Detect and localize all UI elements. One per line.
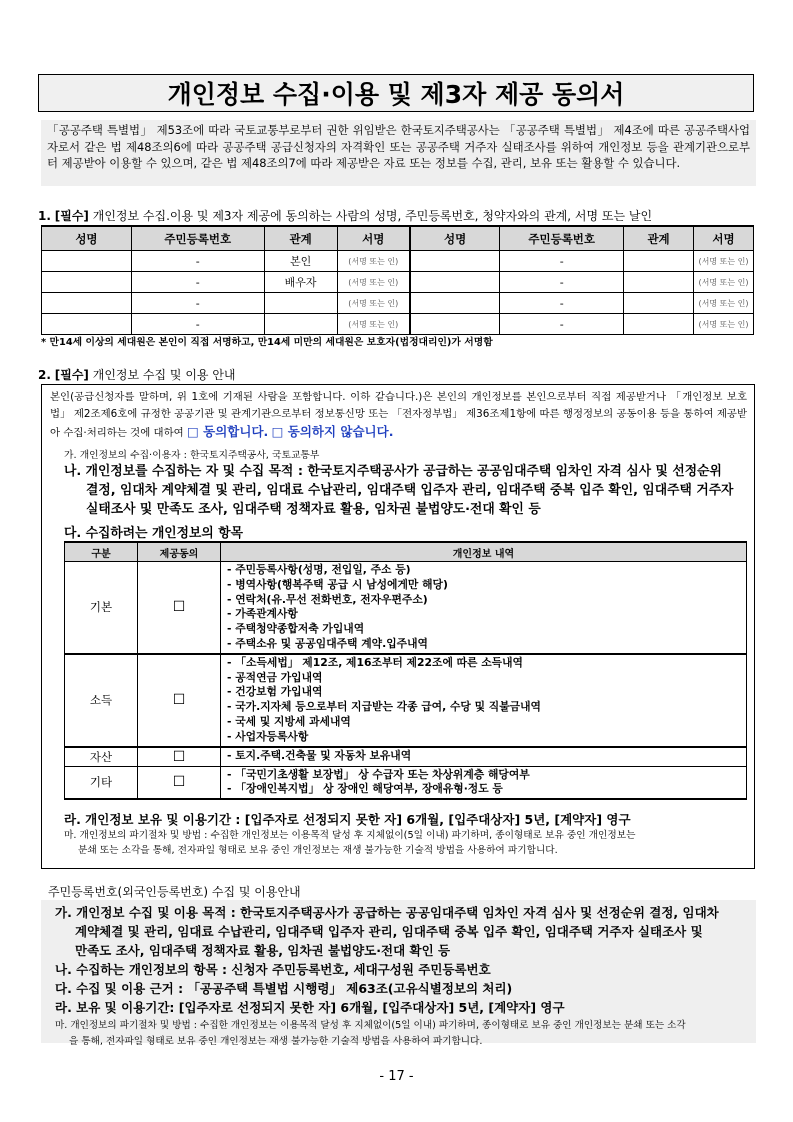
category-label: 자산 (65, 747, 138, 767)
signature-row (42, 272, 754, 293)
consent-checkbox[interactable]: ☐ (138, 562, 221, 654)
section1-title: 개인정보 수집.이용 및 제3자 제공에 동의하는 사람의 성명, 주민등록번호, 청약자와의 관계, 서명 또는 날인 (92, 209, 653, 223)
rrn-field[interactable]: - (131, 251, 264, 272)
name-field[interactable] (42, 251, 132, 272)
header-signature: 서명 (337, 226, 410, 251)
list-item: - 사업자등록사항 (227, 729, 309, 743)
relation-field[interactable] (624, 314, 694, 335)
intro-paragraph: 「공공주택 특별법」 제53조에 따라 국토교통부로부터 권한 위임받은 한국토지주택공사는 「공공주택 특별법」 제4조에 따른 공공주택사업자로서 같은 법 제48조의6에 따라 공공주택 공급신청자의 자격확인 또는 공공주택 거주자 실태조사를 위하여 개인정보 등을 관계기관으로부터 제공받아 이용할 수 있으며, 같은 법 제48조의7에 따라 제공받은 자료 또는 정보를 수집, 관리, 보유 또는 활용할 수 있습니다. (41, 120, 756, 186)
name-field[interactable] (42, 293, 132, 314)
relation-field[interactable] (624, 251, 694, 272)
signature-field[interactable]: (서명 또는 인) (337, 272, 410, 293)
rrn-purpose-block (55, 903, 753, 960)
consent-paragraph (50, 389, 747, 442)
signature-field[interactable]: (서명 또는 인) (337, 293, 410, 314)
purpose-line: 나. 개인정보를 수집하는 자 및 수집 목적 : 한국토지주택공사가 공급하는 공공임대주택 임차인 자격 심사 및 선정순위 (64, 464, 722, 479)
section1-note: * 만14세 이상의 세대원은 본인이 직접 서명하고, 만14세 미만의 세대원은 보호자(법정대리인)가 서명함 (41, 337, 493, 348)
signature-field[interactable]: (서명 또는 인) (694, 272, 754, 293)
rrn-destruction-line: 마. 개인정보의 파기절차 및 방법 : 수집한 개인정보는 이용목적 달성 후 지체없이(5일 이내) 파기하며, 종이형태로 보유 중인 개인정보는 분쇄 또는 소각 (55, 1020, 686, 1031)
rrn-retention-line: 라. 보유 및 이용기간: [입주자로 선정되지 못한 자] 6개월, [입주대상자] 5년, [계약자] 영구 (55, 1000, 565, 1015)
relation-field[interactable]: 본인 (264, 251, 337, 272)
personal-info-items-table (64, 541, 747, 800)
name-field[interactable] (42, 272, 132, 293)
header-consent: 제공동의 (138, 542, 221, 562)
list-item: - 「국민기초생활 보장법」 상 수급자 또는 차상위계층 해당여부 (227, 767, 530, 781)
name-field[interactable] (410, 251, 500, 272)
header-rrn: 주민등록번호 (500, 226, 624, 251)
list-item: - 「소득세법」 제12조, 제16조부터 제22조에 따른 소득내역 (227, 655, 523, 669)
rrn-field[interactable]: - (131, 293, 264, 314)
rrn-purpose-line: 계약체결 및 관리, 임대료 수납관리, 임대주택 입주자 관리, 임대주택 중복 입주 확인, 임대주택 거주자 실태조사 및 (75, 924, 703, 939)
items-heading: 다. 수집하려는 개인정보의 항목 (64, 526, 243, 541)
section2-heading (38, 366, 236, 383)
signature-row (42, 251, 754, 272)
rrn-purpose-line: 만족도 조사, 임대주택 정책자료 활용, 임차권 불법양도·전대 확인 등 (75, 943, 451, 958)
collector-line: 가. 개인정보의 수집·이용자 : 한국토지주택공사, 국토교통부 (64, 450, 320, 461)
title-box (38, 74, 754, 112)
purpose-block (64, 462, 754, 519)
retention-period: 라. 개인정보 보유 및 이용기간 : [입주자로 선정되지 못한 자] 6개월, [입주대상자] 5년, [계약자] 영구 (64, 812, 631, 827)
rrn-basis-line: 다. 수집 및 이용 근거 : 「공공주택 특별법 시행령」 제63조(고유식별정보의 처리) (55, 981, 513, 996)
category-label: 기타 (65, 766, 138, 799)
rrn-items-line: 나. 수집하는 개인정보의 항목 : 신청자 주민등록번호, 세대구성원 주민등록번호 (55, 962, 491, 977)
header-relation: 관계 (264, 226, 337, 251)
rrn-field[interactable]: - (500, 293, 624, 314)
consent-text: 본인(공급신청자를 말하며, 위 1호에 기재된 사람을 포함합니다. 이하 같습니다.)은 본인의 개인정보를 본인으로부터 직접 제공받거나 「개인정보 보호법」 제2조제6호에 규정한 공공기관 및 관계기관으로부터 정보통신망 또는 「전자정부법」 제36조제1항에 따른 행정정보의 공동이용 등을 통하여 제공받아 수집·처리하는 것에 대하여 (50, 391, 747, 439)
name-field[interactable] (42, 314, 132, 335)
header-rrn: 주민등록번호 (131, 226, 264, 251)
consent-checkbox[interactable]: ☐ (138, 766, 221, 799)
list-item: - 토지.주택.건축물 및 자동차 보유내역 (227, 749, 412, 763)
header-details: 개인정보 내역 (221, 542, 747, 562)
signature-field[interactable]: (서명 또는 인) (694, 314, 754, 335)
relation-field[interactable] (264, 293, 337, 314)
signature-field[interactable]: (서명 또는 인) (694, 293, 754, 314)
items-row-basic (65, 562, 747, 654)
section1-number: 1. (38, 209, 51, 223)
section2-required-tag: [필수] (54, 368, 89, 382)
section2-box (41, 384, 755, 869)
signature-table-header (42, 226, 754, 251)
details-list (221, 562, 747, 654)
rrn-field[interactable]: - (500, 251, 624, 272)
details-list (221, 654, 747, 747)
signature-row (42, 314, 754, 335)
category-label: 소득 (65, 654, 138, 747)
header-signature: 서명 (694, 226, 754, 251)
details-list (221, 747, 747, 767)
list-item: - 공적연금 가입내역 (227, 670, 323, 684)
page-number: - 17 - (379, 1069, 414, 1084)
rrn-field[interactable]: - (131, 272, 264, 293)
agree-checkbox[interactable]: □ 동의합니다. (186, 424, 269, 439)
list-item: - 건강보험 가입내역 (227, 685, 323, 699)
list-item: - 가족관계사항 (227, 607, 298, 621)
rrn-destruction-procedure (55, 1018, 753, 1050)
section2-number: 2. (38, 368, 51, 382)
rrn-destruction-line: 을 통해, 전자파일 형태로 보유 중인 개인정보는 재생 불가능한 기술적 방법을 사용하여 파기합니다. (69, 1036, 483, 1047)
rrn-field[interactable]: - (500, 272, 624, 293)
signature-field[interactable]: (서명 또는 인) (337, 314, 410, 335)
items-table-header (65, 542, 747, 562)
rrn-field[interactable]: - (131, 314, 264, 335)
list-item: - 국가.지자체 등으로부터 지급받는 각종 급여, 수당 및 직불금내역 (227, 700, 541, 714)
list-item: - 주민등록사항(성명, 전입일, 주소 등) (227, 563, 411, 576)
destruction-line: 분쇄 또는 소각을 통해, 전자파일 형태로 보유 중인 개인정보는 재생 불가능한 기술적 방법을 사용하여 파기합니다. (78, 845, 558, 856)
list-item: - 「장애인복지법」 상 장애인 해당여부, 장애유형·정도 등 (227, 782, 503, 796)
name-field[interactable] (410, 314, 500, 335)
relation-field[interactable] (624, 272, 694, 293)
section3-title: 주민등록번호(외국인등록번호) 수집 및 이용안내 (48, 885, 301, 899)
list-item: - 주택청약종합저축 가입내역 (227, 622, 365, 636)
name-field[interactable] (410, 272, 500, 293)
header-name: 성명 (42, 226, 132, 251)
consent-checkbox[interactable]: ☐ (138, 747, 221, 767)
relation-field[interactable]: 배우자 (264, 272, 337, 293)
name-field[interactable] (410, 293, 500, 314)
header-name: 성명 (410, 226, 500, 251)
signature-field[interactable]: (서명 또는 인) (337, 251, 410, 272)
consent-checkbox[interactable]: ☐ (138, 654, 221, 747)
section1-heading (38, 207, 652, 224)
header-relation: 관계 (624, 226, 694, 251)
section1-required-tag: [필수] (54, 209, 89, 223)
rrn-purpose-line: 가. 개인정보 수집 및 이용 목적 : 한국토지주택공사가 공급하는 공공임대주택 임차인 자격 심사 및 선정순위 결정, 임대차 (55, 905, 719, 920)
list-item: - 국세 및 지방세 과세내역 (227, 714, 351, 728)
page-title: 개인정보 수집·이용 및 제3자 제공 동의서 (167, 80, 625, 109)
rrn-field[interactable]: - (500, 314, 624, 335)
purpose-line: 실태조사 및 만족도 조사, 임대주택 정책자료 활용, 임차권 불법양도·전대 확인 등 (86, 502, 541, 517)
destruction-line: 마. 개인정보의 파기절차 및 방법 : 수집한 개인정보는 이용목적 달성 후 지체없이(5일 이내) 파기하며, 종이형태로 보유 중인 개인정보는 (64, 830, 636, 841)
relation-field[interactable] (624, 293, 694, 314)
section2-title: 개인정보 수집 및 이용 안내 (92, 368, 236, 382)
category-label: 기본 (65, 562, 138, 654)
signature-row (42, 293, 754, 314)
list-item: - 병역사항(행복주택 공급 시 남성에게만 해당) (227, 577, 448, 591)
list-item: - 주택소유 및 공공임대주택 계약.입주내역 (227, 636, 428, 650)
relation-field[interactable] (264, 314, 337, 335)
list-item: - 연락처(유.무선 전화번호, 전자우편주소) (227, 592, 428, 606)
signature-table (41, 225, 754, 335)
items-row-other (65, 766, 747, 799)
signature-field[interactable]: (서명 또는 인) (694, 251, 754, 272)
items-row-income (65, 654, 747, 747)
purpose-line: 결정, 임대차 계약체결 및 관리, 임대료 수납관리, 임대주택 입주자 관리, 임대주택 중복 입주 확인, 임대주택 거주자 (86, 483, 734, 498)
items-row-assets (65, 747, 747, 767)
disagree-checkbox[interactable]: □ 동의하지 않습니다. (271, 424, 394, 439)
header-category: 구분 (65, 542, 138, 562)
details-list (221, 766, 747, 799)
destruction-procedure (64, 828, 750, 858)
section3-box (41, 900, 756, 1047)
